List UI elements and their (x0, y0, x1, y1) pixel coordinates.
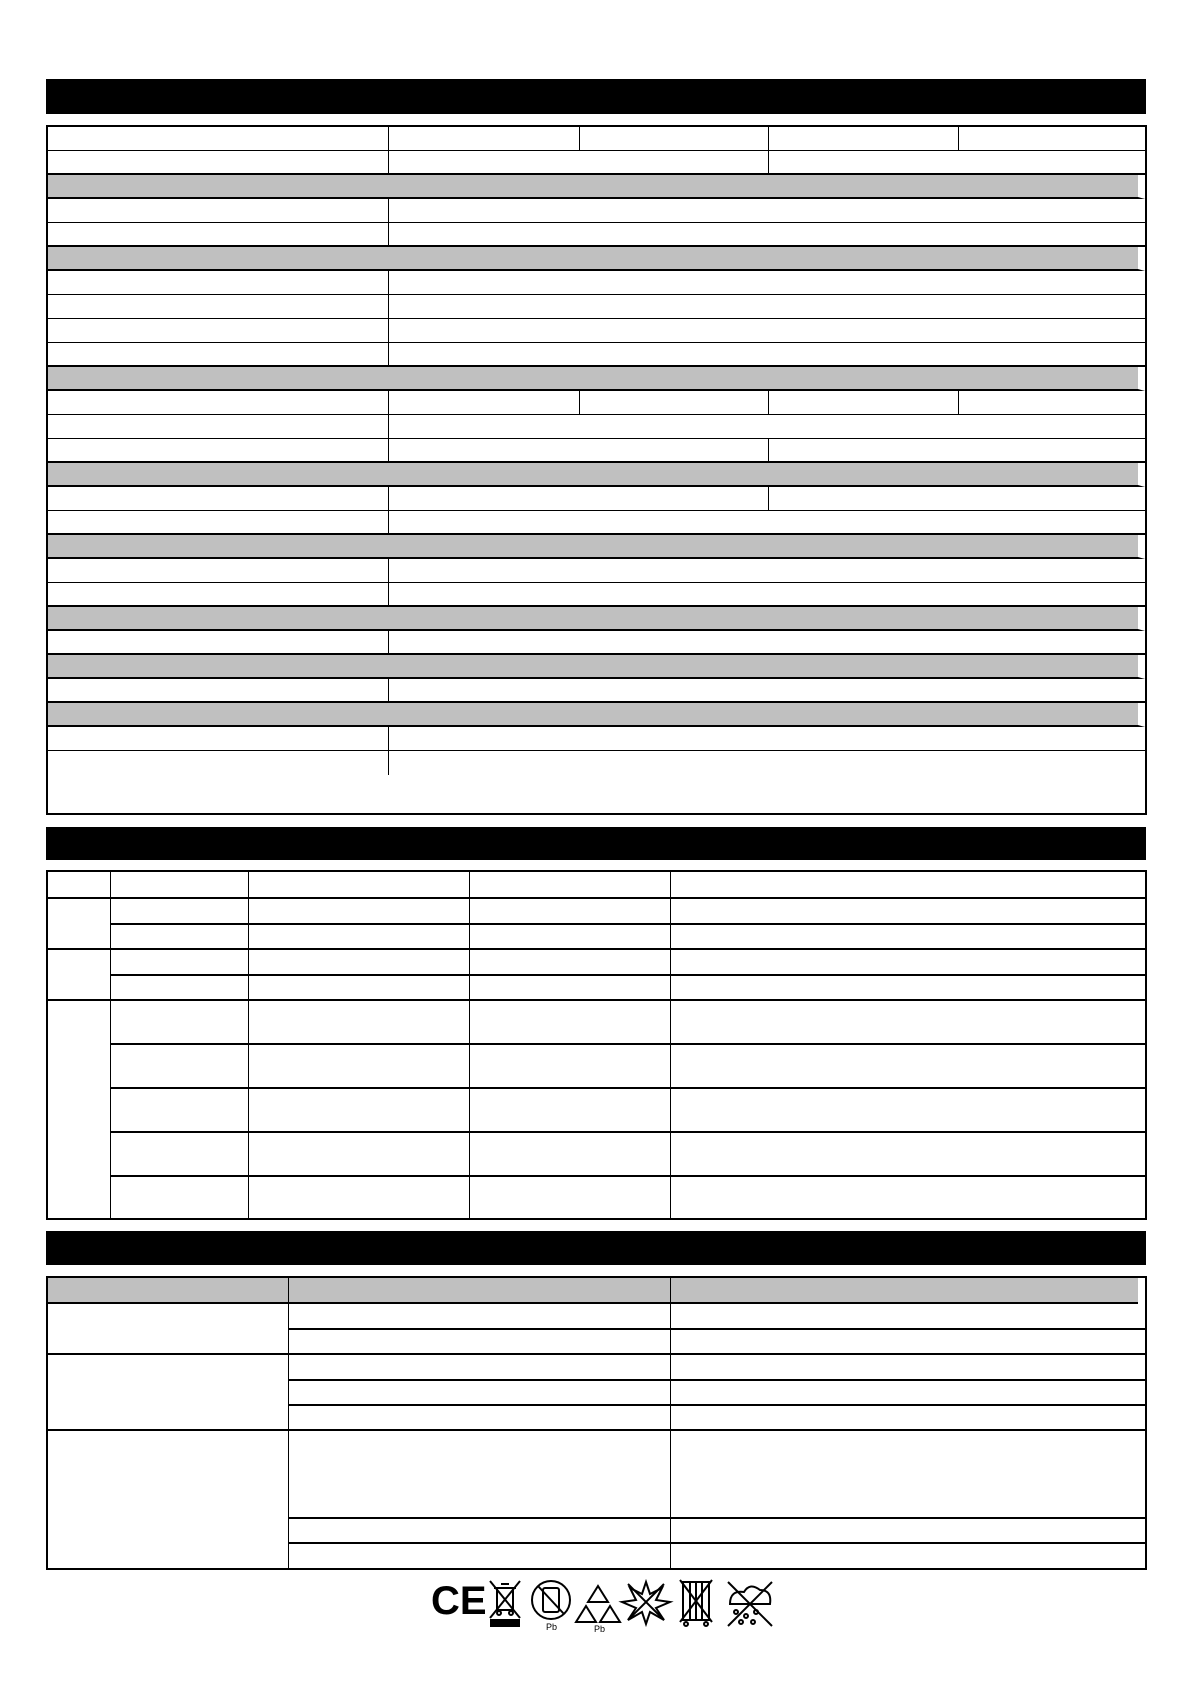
table-row (48, 487, 1145, 511)
table-row (48, 343, 1145, 367)
table-row (48, 391, 1145, 415)
table-row (48, 319, 1145, 343)
row-divider (110, 974, 1145, 976)
table-row (48, 439, 1145, 463)
table-row (48, 151, 1145, 175)
table-row (48, 127, 1145, 151)
table-row (48, 271, 1145, 295)
no-battery-pb-icon (532, 1581, 570, 1632)
row-divider (48, 897, 1145, 899)
row-divider (48, 948, 1145, 950)
table-row (48, 631, 1145, 655)
table-row (48, 583, 1145, 607)
row-divider (288, 1542, 1145, 1544)
no-disassemble-icon (680, 1580, 712, 1626)
table-row (48, 679, 1145, 703)
svg-text:Pb: Pb (546, 1622, 558, 1632)
certification-marks (0, 1578, 1190, 1634)
svg-text:Pb: Pb (594, 1624, 606, 1634)
row-divider (110, 1175, 1145, 1177)
section-header-row (48, 463, 1145, 487)
environment-table (46, 1276, 1147, 1570)
row-divider (288, 1517, 1145, 1519)
table-row (48, 727, 1145, 751)
row-divider (48, 1353, 1145, 1355)
section-header-row (48, 175, 1145, 199)
section-header-row (48, 703, 1145, 727)
row-divider (110, 1087, 1145, 1089)
section-header-row (48, 367, 1145, 391)
table-header-row (48, 1278, 1138, 1304)
table-row (48, 223, 1145, 247)
row-divider (288, 1404, 1145, 1406)
recycle-pb-icon (576, 1586, 620, 1634)
row-divider (110, 1131, 1145, 1133)
row-divider (48, 1429, 1145, 1431)
row-divider (288, 1328, 1145, 1330)
section-bar-2 (46, 827, 1146, 860)
section-header-row (48, 655, 1145, 679)
row-divider (48, 999, 1145, 1001)
weee-crossed-bin-icon (490, 1581, 520, 1626)
table-row (48, 751, 1145, 775)
section-header-row (48, 247, 1145, 271)
svg-text:CE: CE (431, 1579, 487, 1623)
table-row (48, 511, 1145, 535)
section-header-row (48, 535, 1145, 559)
section-header-row (48, 607, 1145, 631)
no-fire-icon (622, 1582, 670, 1624)
row-divider (110, 1043, 1145, 1045)
section-bar-3 (46, 1231, 1146, 1265)
row-divider (110, 923, 1145, 925)
specification-table (46, 125, 1147, 815)
table-row (48, 295, 1145, 319)
row-divider (288, 1379, 1145, 1381)
no-rain-icon (728, 1582, 772, 1626)
table-row (48, 199, 1145, 223)
table-row (48, 559, 1145, 583)
parameter-table (46, 870, 1147, 1220)
ce-mark-icon (431, 1579, 487, 1623)
section-bar-1 (46, 79, 1146, 114)
table-row (48, 415, 1145, 439)
